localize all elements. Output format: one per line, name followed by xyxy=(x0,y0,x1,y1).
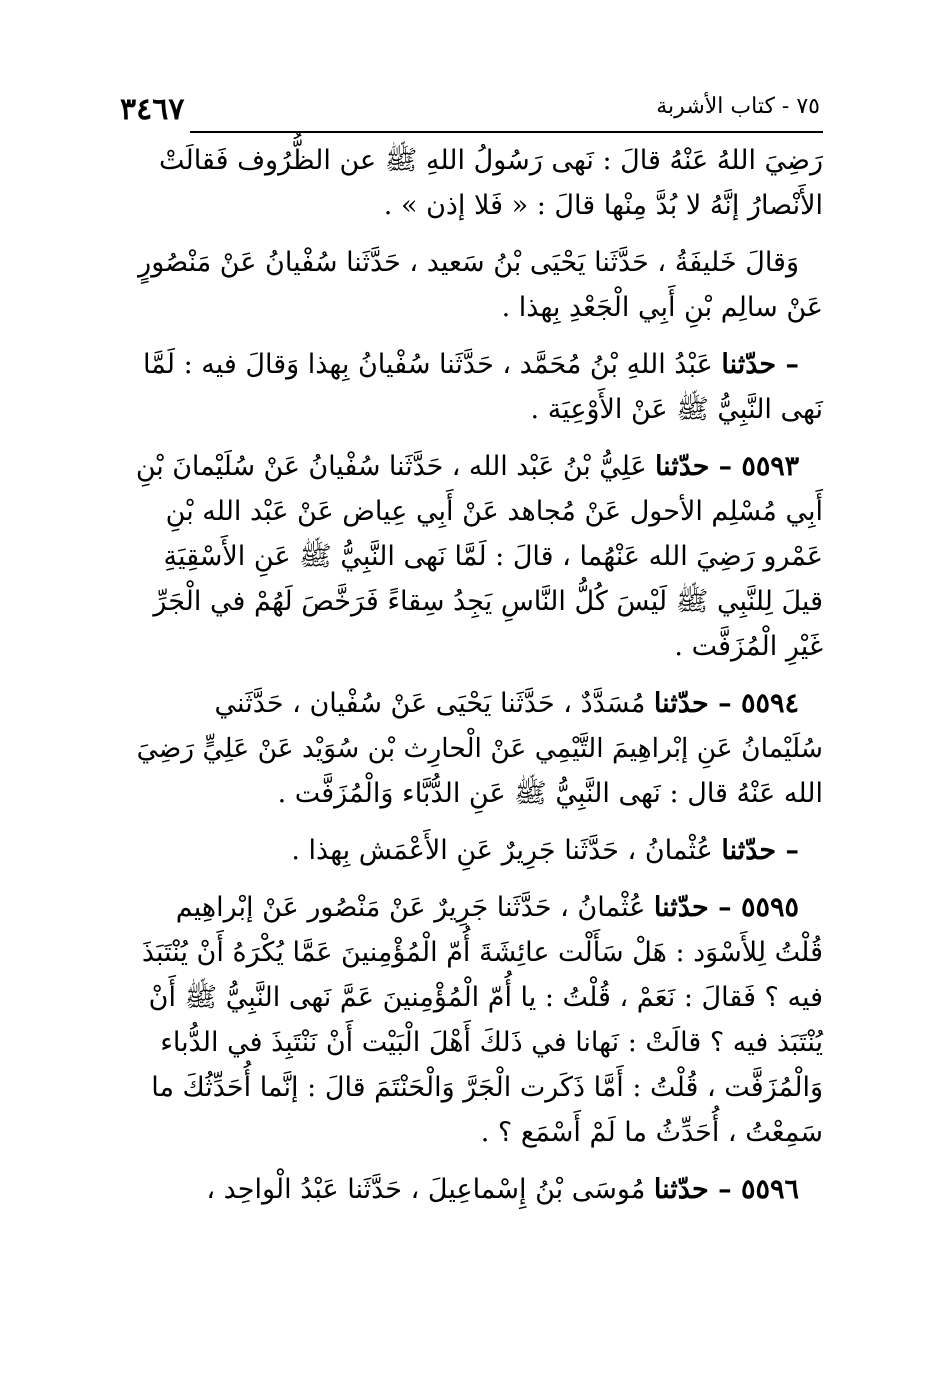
running-title: ٧٥ - كتاب الأشربة xyxy=(656,94,820,119)
paragraph xyxy=(135,828,823,873)
text-line: عَنْ سالِم بْنِ أَبِي الْجَعْدِ بِهذا . xyxy=(501,292,823,323)
text-line: وَقالَ خَليفَةُ ، حَدَّثَنا يَحْيَى بْنُ سَعيد ، حَدَّثَنا سُفْيانُ عَنْ مَنْصُورٍ xyxy=(138,247,799,278)
text-line: الأَنْصارُ إنَّهُ لا بُدَّ مِنْها قالَ : « فَلا إذن » . xyxy=(383,190,823,221)
text-line: فيه ؟ فَقالَ : نَعَمْ ، قُلْتُ : يا أُمّ الْمُؤْمِنينَ عَمَّ نَهى النَّبِيُّ ﷺ أَنْ xyxy=(148,982,823,1013)
hadith-lead: ٥٥٩٥ – حدّثنا xyxy=(653,892,799,923)
body-text xyxy=(135,138,823,1224)
text-line xyxy=(135,828,823,873)
text-run: مُوسَى بْنُ إِسْماعِيلَ ، حَدَّثَنا عَبْدُ الْواحِد ، xyxy=(206,1174,646,1205)
paragraph xyxy=(135,342,823,432)
paragraph xyxy=(135,138,823,228)
text-run: عَبْدُ اللهِ بْنُ مُحَمَّد ، حَدَّثَنا سُفْيانُ بِهذا وَقالَ فيه : لَمَّا xyxy=(142,349,713,380)
text-line: يُنْتَبَذ فيه ؟ قالَتْ : نَهانا في ذَلكَ أَهْلَ الْبَيْت أَنْ نَنْتَبِذَ في الدُّباء xyxy=(160,1027,823,1058)
hadith-5596 xyxy=(135,1167,823,1212)
text-line xyxy=(135,885,823,930)
text-line xyxy=(135,444,823,489)
text-line: عَمْرو رَضِيَ الله عَنْهُما ، قالَ : لَمَّا نَهى النَّبِيُّ ﷺ عَنِ الأَسْقِيَةِ xyxy=(163,541,823,572)
text-run: عُثْمانُ ، حَدَّثَنا جَرِيرٌ عَنِ الأَعْمَش بِهذا . xyxy=(291,835,713,866)
paragraph xyxy=(135,240,823,330)
text-line xyxy=(135,1167,823,1212)
hadith-lead: ٥٥٩٣ – حدّثنا xyxy=(655,451,799,482)
hadith-lead: – حدّثنا xyxy=(721,835,799,866)
text-line: سَمِعْتُ ، أُحَدِّثُ ما لَمْ أَسْمَع ؟ . xyxy=(480,1117,823,1148)
text-line: قيلَ لِلنَّبِي ﷺ لَيْسَ كُلُّ النَّاسِ يَجِدُ سِقاءً فَرَخَّصَ لَهُمْ في الْجَرِّ xyxy=(153,586,823,617)
header-rule xyxy=(190,131,823,133)
text-line: غَيْرِ الْمُزَفَّت . xyxy=(674,631,823,662)
hadith-5595 xyxy=(135,885,823,1155)
text-line: وَالْمُزَفَّت ، قُلْتُ : أَمَّا ذَكَرت الْجَرَّ وَالْحَنْتَمَ قالَ : إنَّما أُحَدِّثُكَ ما xyxy=(151,1072,823,1103)
hadith-lead: – حدّثنا xyxy=(721,349,799,380)
page-number: ٣٤٦٧ xyxy=(120,92,185,127)
text-line: نَهى النَّبِيُّ ﷺ عَنْ الأَوْعِيَة . xyxy=(530,394,823,425)
text-line: سُلَيْمانُ عَنِ إبْراهِيمَ التَّيْمِي عَنْ الْحارِث بْن سُوَيْد عَنْ عَلِيٍّ رَضِيَ xyxy=(136,733,823,764)
text-line xyxy=(135,342,823,387)
text-run: عَلِيُّ بْنُ عَبْد الله ، حَدَّثَنا سُفْيانُ عَنْ سُلَيْمانَ بْنِ xyxy=(135,451,647,482)
hadith-5593 xyxy=(135,444,823,669)
text-line xyxy=(135,681,823,726)
text-run: عُثْمانُ ، حَدَّثَنا جَرِيرٌ عَنْ مَنْصُور عَنْ إبْراهِيم xyxy=(175,892,646,923)
hadith-lead: ٥٥٩٤ – حدّثنا xyxy=(653,688,799,719)
text-run: مُسَدَّدٌ ، حَدَّثَنا يَحْيَى عَنْ سُفْيان ، حَدَّثَني xyxy=(214,688,646,719)
text-line: أَبِي مُسْلِم الأحول عَنْ مُجاهد عَنْ أَبِي عِياض عَنْ عَبْد الله بْنِ xyxy=(165,496,823,527)
hadith-lead: ٥٥٩٦ – حدّثنا xyxy=(653,1174,799,1205)
hadith-5594 xyxy=(135,681,823,816)
text-line: رَضِيَ اللهُ عَنْهُ قالَ : نَهى رَسُولُ اللهِ ﷺ عن الظُّرُوف فَقالَتْ xyxy=(158,145,823,176)
text-line: الله عَنْهُ قال : نَهى النَّبِيُّ ﷺ عَنِ الدُّبَّاء وَالْمُزَفَّت . xyxy=(277,778,823,809)
text-line: قُلْتُ لِلأَسْوَد : هَلْ سَأَلْت عائِشَةَ أُمّ الْمُؤْمِنينَ عَمَّا يُكْرَهُ أَنْ يُنْتَبَذَ xyxy=(141,937,823,968)
